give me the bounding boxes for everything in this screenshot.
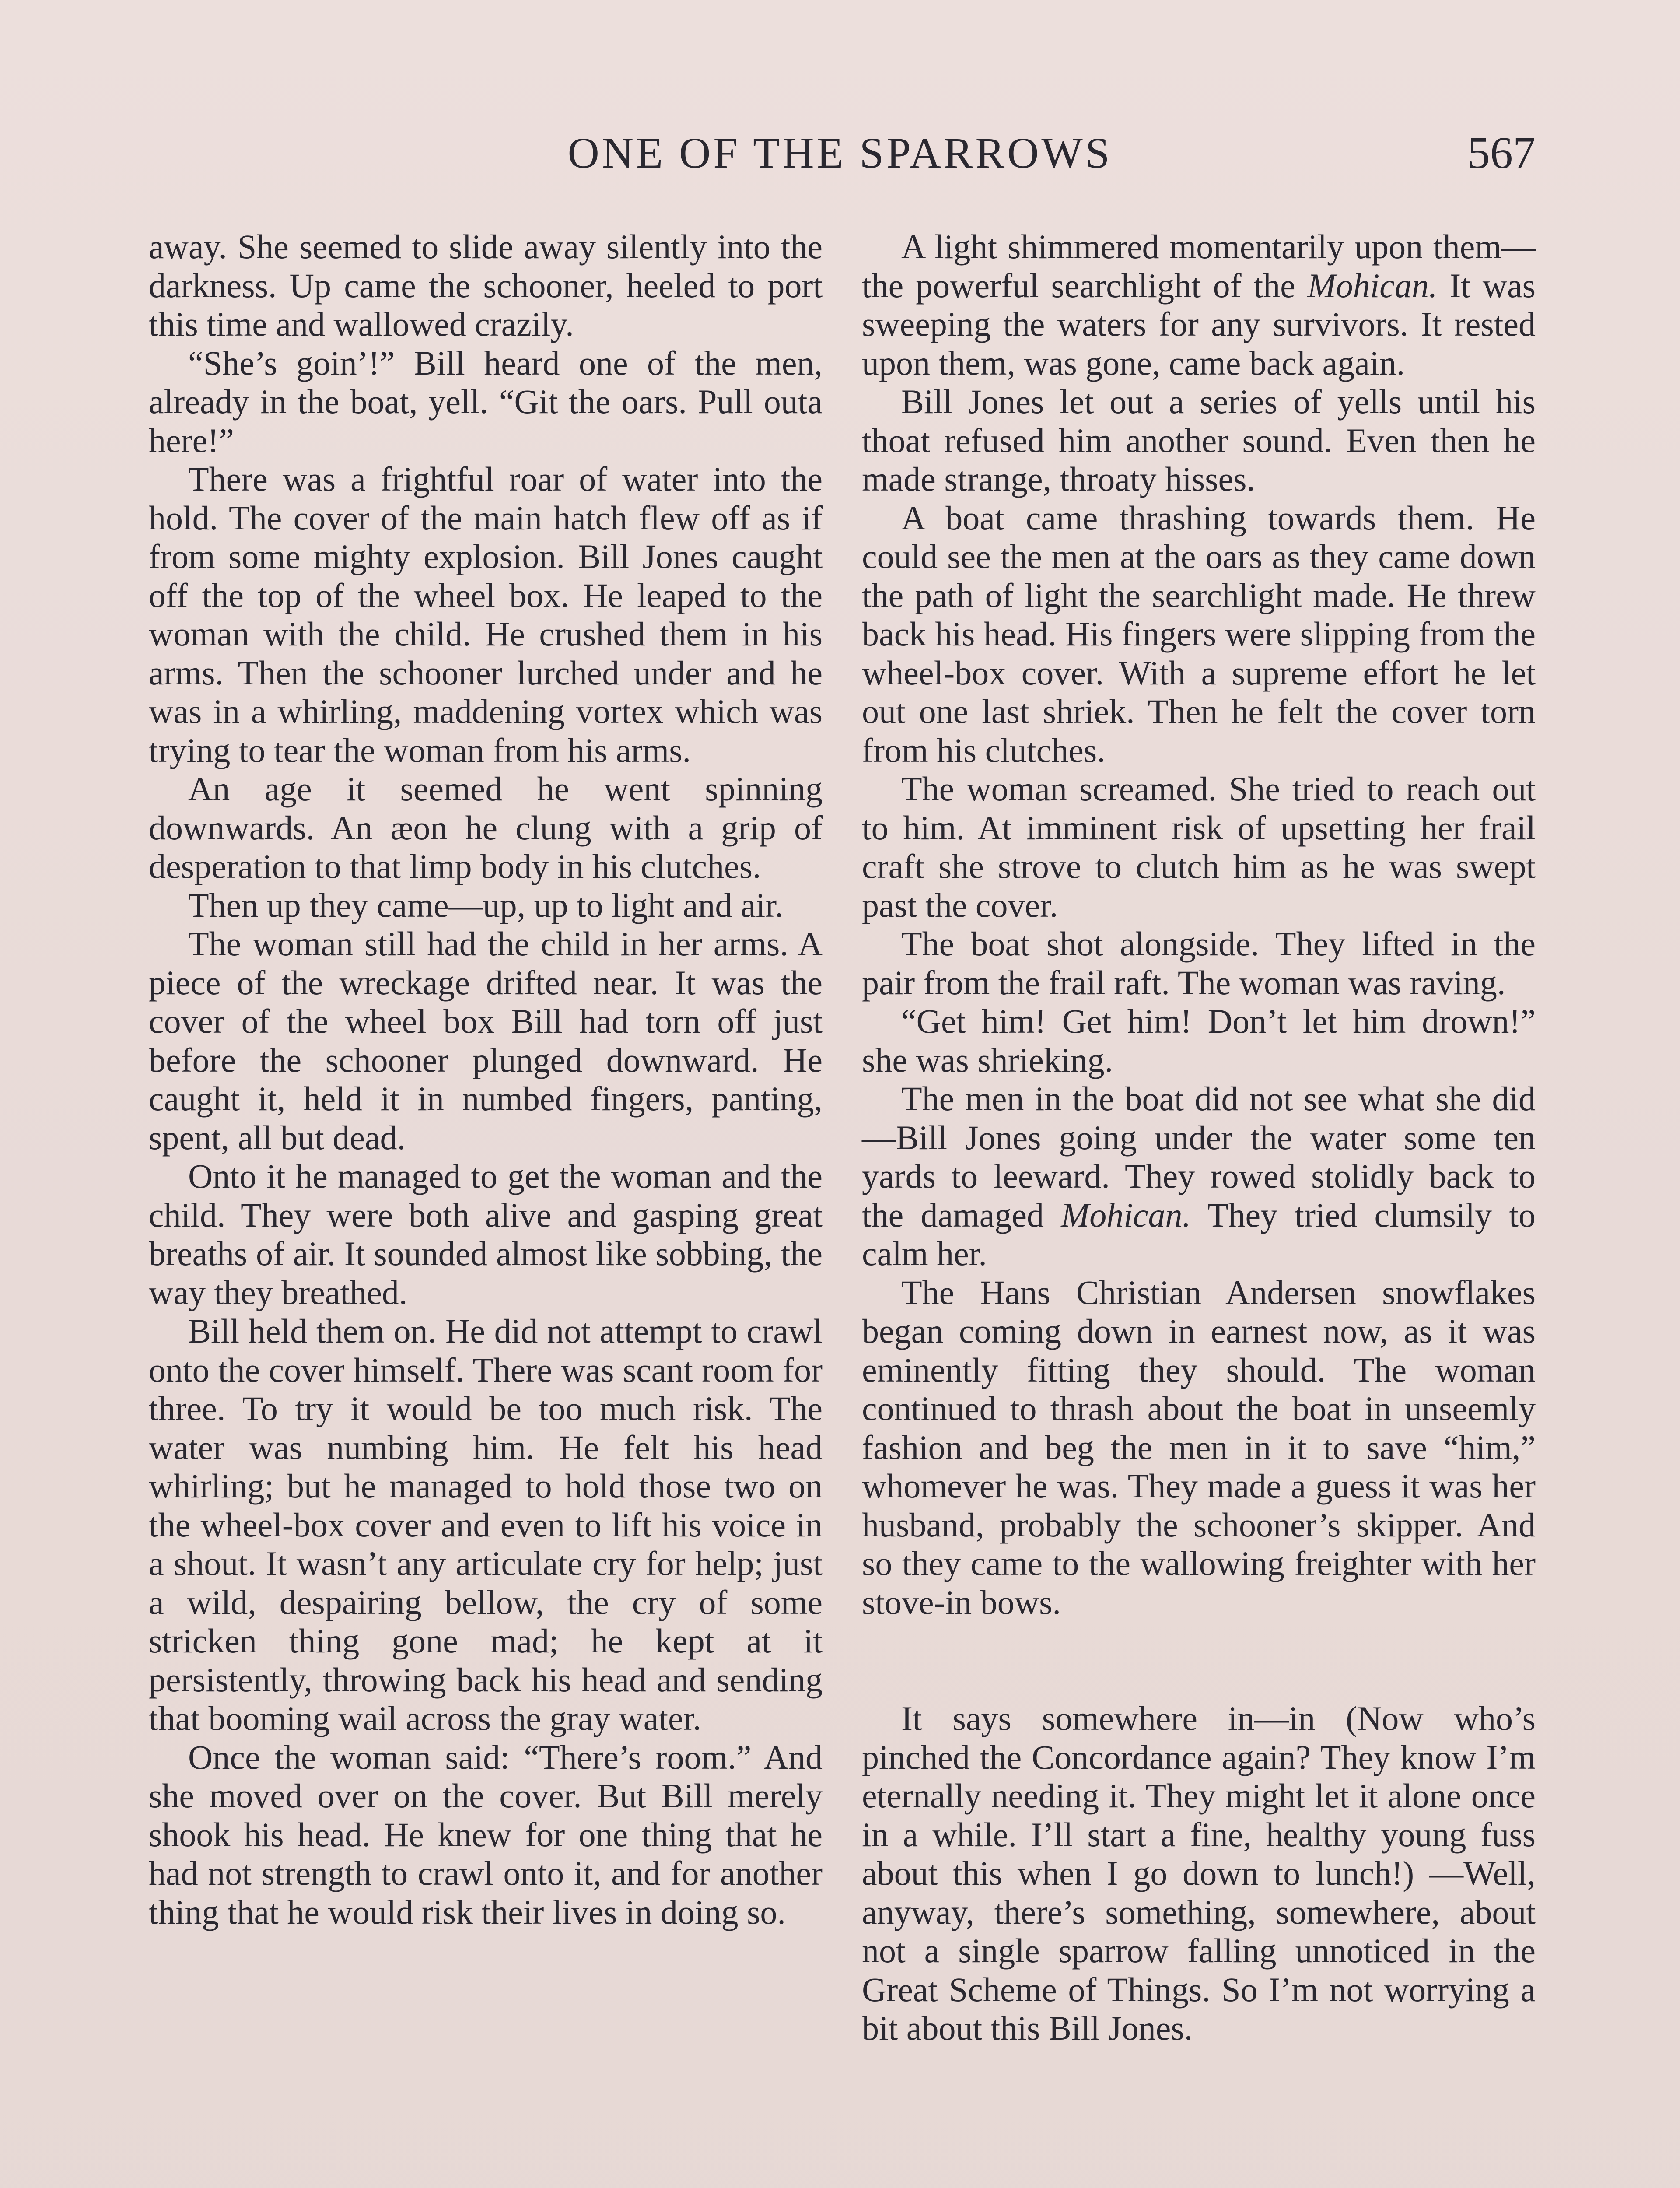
paragraph: Bill Jones let out a series of yells until his thoat refused him another sound. Even then he made strange, throaty hisses.: [862, 382, 1536, 498]
paragraph-text: It was sweeping the waters for any survivors. It rested upon them, was gone, came back again.: [862, 266, 1536, 382]
paragraph: Onto it he managed to get the woman and the child. They were both alive and gasping great breaths of air. It sounded almost like sobbing, the way they breathed.: [149, 1157, 822, 1311]
paragraph: “She’s goin’!” Bill heard one of the men, already in the boat, yell. “Git the oars. Pull outa here!”: [149, 344, 822, 459]
paragraph: away. She seemed to slide away silently into the darkness. Up came the schooner, heeled to port this time and wallowed crazily.: [149, 228, 822, 343]
paragraph: A boat came thrashing towards them. He could see the men at the oars as they came down the path of light the searchlight made. He threw back his head. His fingers were slipping from the wheel-box cover. With a supreme effort he let out one last shriek. Then he felt the cover torn from his clutches.: [862, 498, 1536, 769]
paragraph: The woman still had the child in her arms. A piece of the wreckage drifted near. It was the cover of the wheel box Bill had torn off just before the schooner plunged downward. He caught it, held it in numbed fingers, panting, spent, all but dead.: [149, 925, 822, 1157]
closing-paragraph: It says somewhere in—in (Now who’s pinched the Concordance again? They know I’m eternally needing it. They might let it alone once in a while. I’ll start a fine, healthy young fuss about this when I go down to lunch!) —Well, anyway, there’s something, somewhere, about not a single sparrow falling unnoticed in the Great Scheme of Things. So I’m not worrying a bit about this Bill Jones.: [862, 1699, 1536, 2047]
paragraph: Then up they came—up, up to light and air.: [188, 886, 784, 924]
paragraph: Bill held them on. He did not attempt to crawl onto the cover himself. There was scant room for three. To try it would be too much risk. The water was numbing him. He felt his head whirling; but he managed to hold those two on the wheel-box cover and even to lift his voice in a shout. It wasn’t any articulate cry for help; just a wild, despairing bellow, the cry of some stricken thing gone mad; he kept at it persistently, throwing back his head and sending that booming wail across the gray water.: [149, 1312, 822, 1737]
paragraph: An age it seemed he went spinning downwards. An æon he clung with a grip of desperation to that limp body in his clutches.: [149, 770, 822, 885]
ship-name: Mohican.: [1307, 266, 1438, 305]
running-title: ONE OF THE SPARROWS: [567, 129, 1113, 177]
running-head: [144, 123, 1536, 184]
page-number: 567: [1467, 128, 1536, 178]
paragraph: There was a frightful roar of water into the hold. The cover of the main hatch flew off as if from some mighty explosion. Bill Jones caught off the top of the wheel box. He leaped to the woman with the child. He crushed them in his arms. Then the schooner lurched under and he was in a whirling, maddening vortex which was trying to tear the woman from his arms.: [149, 460, 822, 769]
right-column: [862, 228, 1536, 2048]
paragraph-text: A light shimmered momentarily upon them—the powerful searchlight of the: [862, 228, 1536, 305]
paragraph: The boat shot alongside. They lifted in the pair from the frail raft. The woman was raving.: [862, 925, 1536, 1002]
left-column: [149, 228, 822, 1932]
paragraph-text: They tried clumsily to calm her.: [862, 1196, 1536, 1273]
paragraph: The Hans Christian Andersen snowflakes began coming down in earnest now, as it was eminently fitting they should. The woman continued to thrash about the boat in unseemly fashion and beg the men in it to save “him,” whomever he was. They made a guess it was her husband, probably the schooner’s skipper. And so they came to the wallowing freighter with her stove-in bows.: [862, 1273, 1536, 1621]
paragraph: Once the woman said: “There’s room.” And she moved over on the cover. But Bill merely shook his head. He knew for one thing that he had not strength to crawl onto it, and for another thing that he would risk their lives in doing so.: [149, 1738, 822, 1931]
paragraph: [862, 228, 1536, 382]
paragraph-text: The men in the boat did not see what she did—Bill Jones going under the water some ten yards to leeward. They rowed stolidly back to the damaged: [862, 1080, 1536, 1234]
paragraph: The woman screamed. She tried to reach out to him. At imminent risk of upsetting her frail craft she strove to clutch him as he was swept past the cover.: [862, 770, 1536, 924]
ship-name: Mohican.: [1061, 1196, 1191, 1234]
paragraph: “Get him! Get him! Don’t let him drown!” she was shrieking.: [862, 1002, 1536, 1079]
paragraph: [862, 1080, 1536, 1273]
